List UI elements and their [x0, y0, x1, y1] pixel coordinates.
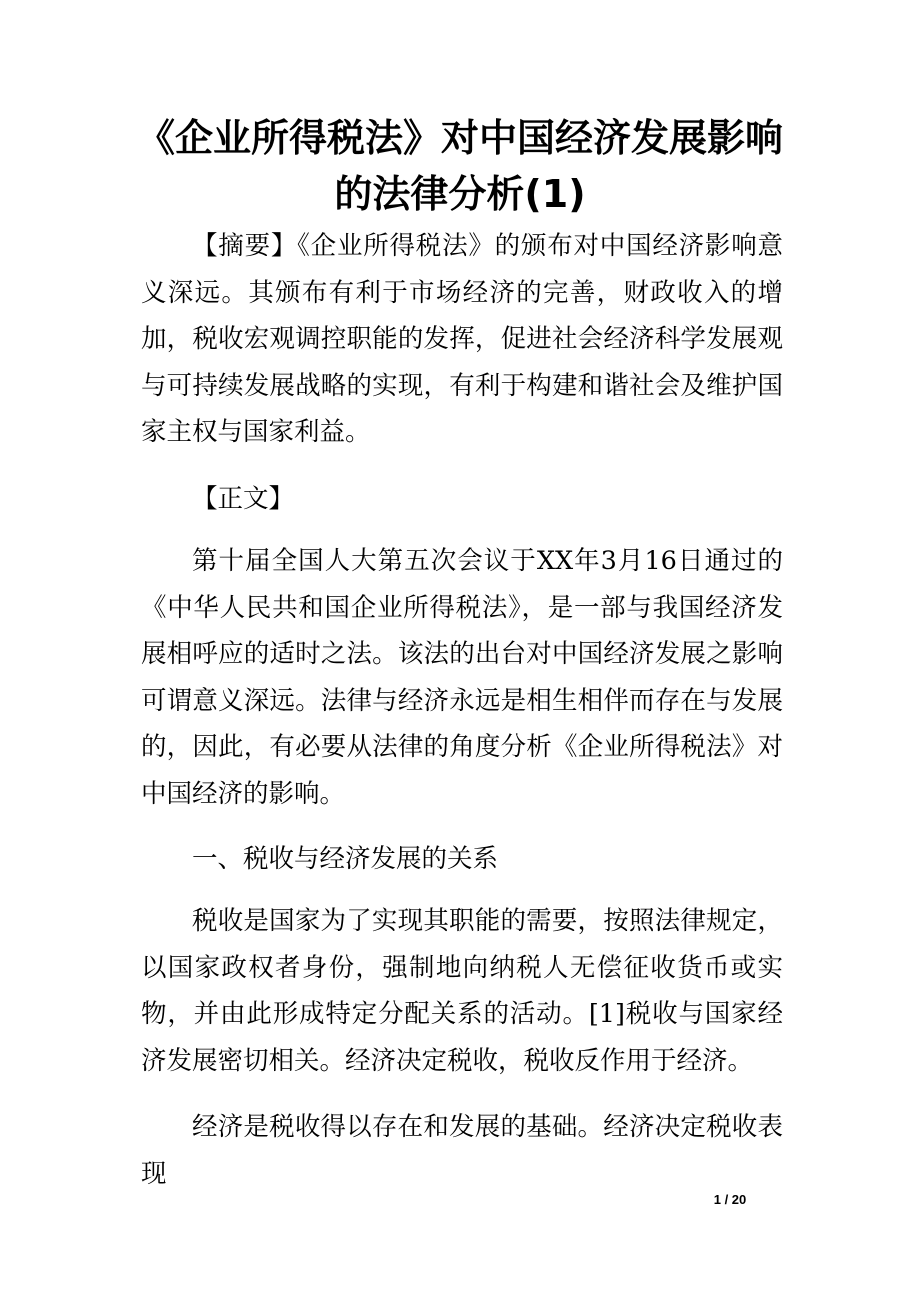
abstract-paragraph: 【摘要】《企业所得税法》的颁布对中国经济影响意义深远。其颁布有利于市场经济的完善，财政收入的增加，税收宏观调控职能的发挥，促进社会经济科学发展观与可持续发展战略的实现，有利于构建和谐社会及维护国家主权与国家利益。: [141, 231, 783, 447]
page-number: 1 / 20: [713, 1192, 747, 1207]
body-heading: 【正文】: [192, 484, 295, 514]
section-heading-1: 一、税收与经济发展的关系: [192, 844, 499, 874]
body-paragraph-3: 经济是税收得以存在和发展的基础。经济决定税收表现: [141, 1112, 783, 1189]
body-paragraph-1: 第十届全国人大第五次会议于XX年3月16日通过的《中华人民共和国企业所得税法》，是一部与我国经济发展相呼应的适时之法。该法的出台对中国经济发展之影响可谓意义深远。法律与经济永远是相生相伴而存在与发展的，因此，有必要从法律的角度分析《企业所得税法》对中国经济的影响。: [141, 546, 783, 809]
document-title: 《企业所得税法》对中国经济发展影响的法律分析(1): [136, 116, 783, 216]
body-paragraph-2: 税收是国家为了实现其职能的需要，按照法律规定，以国家政权者身份，强制地向纳税人无偿征收货币或实物，并由此形成特定分配关系的活动。[1]税收与国家经济发展密切相关。经济决定税收，税收反作用于经济。: [141, 906, 783, 1076]
